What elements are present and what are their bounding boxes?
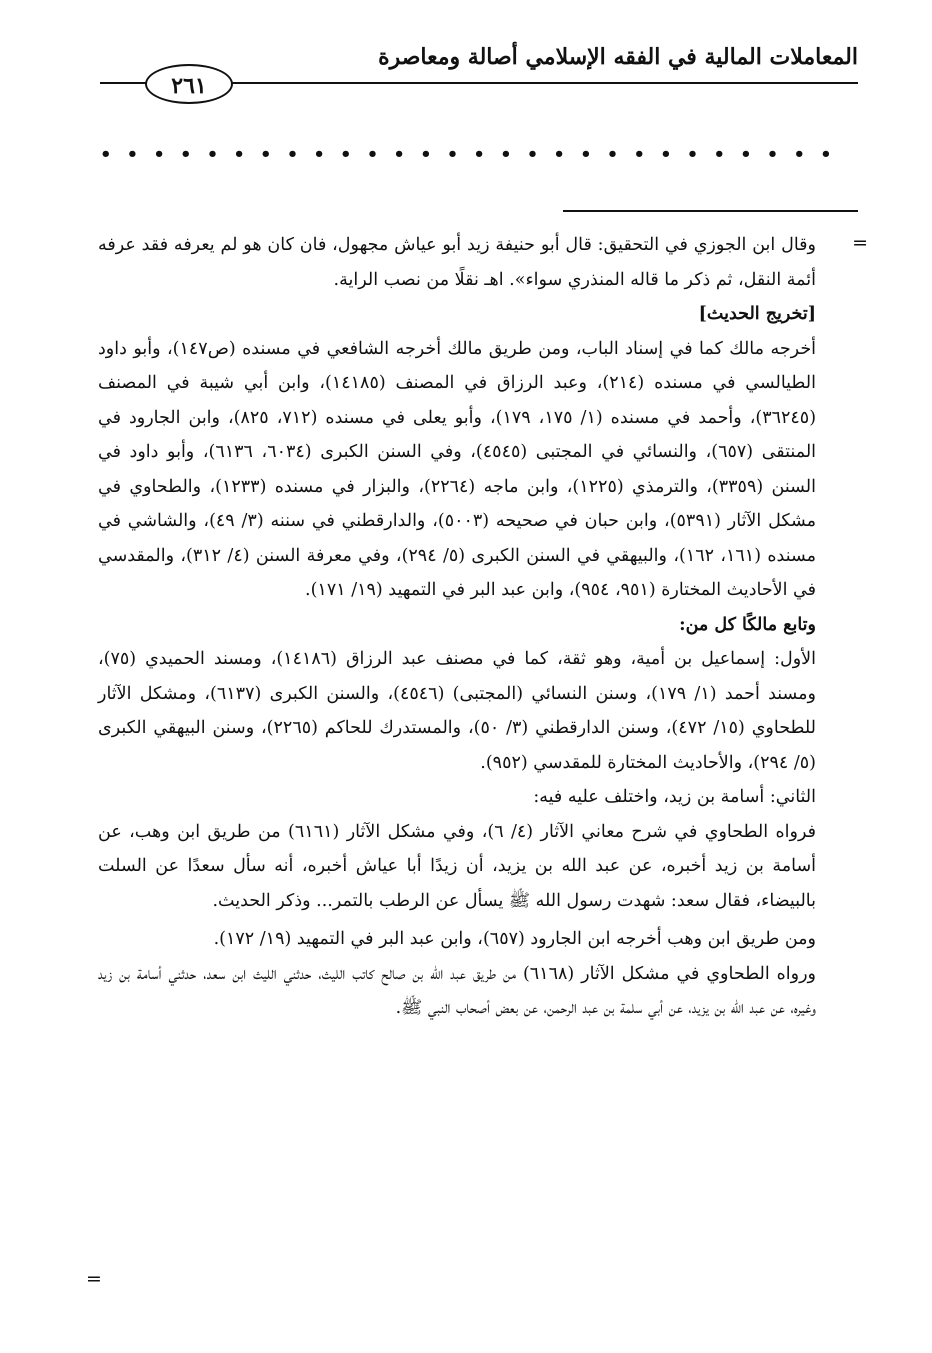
ellipsis-dot: •	[286, 144, 299, 165]
ellipsis-dot: •	[740, 144, 752, 165]
ellipsis-dot: •	[633, 144, 645, 165]
ellipsis-dot: •	[820, 144, 832, 165]
ellipsis-dot: •	[553, 144, 565, 165]
paragraph-mutabaat-heading: وتابع مالكًا كل من:	[679, 614, 816, 635]
paragraph-first-follower: الأول: إسماعيل بن أمية، وهو ثقة، كما في مصنف عبد الرزاق (١٤١٨٦)، ومسند الحميدي (٧٥)، ومسند أحمد (١/ ١٧٩)، وسنن النسائي (المجتبى) (٤٥٤٦)، والسنن الكبرى (٦١٣٧)، ومشكل الآثار للطحاوي (١٥/ ٤٧٢)، وسنن الدارقطني (٣/ ٥٠)، والمستدرك للحاكم (٢٢٦٥)، وسنن البيهقي الكبرى (٥/ ٢٩٤)، والأحاديث المختارة للمقدسي (٩٥٢).	[98, 649, 816, 773]
paragraph-ibn-jawzi: وقال ابن الجوزي في التحقيق: قال أبو حنيفة زيد أبو عياش مجهول، فان كان هو لم يعرفه فقد عرفه أئمة النقل، ثم ذكر ما قاله المنذري سواء». اهـ نقلًا من نصب الراية.	[98, 235, 816, 290]
paragraph-second-follower: الثاني: أسامة بن زيد، واختلف عليه فيه:	[533, 787, 816, 807]
ellipsis-dot: •	[313, 144, 325, 165]
footnote-body	[98, 228, 816, 1026]
footnote-separator-rule	[563, 210, 858, 212]
ellipsis-dot: •	[473, 144, 485, 165]
ellipsis-dot: •	[606, 144, 619, 165]
book-title: المعاملات المالية في الفقه الإسلامي أصالة ومعاصرة	[378, 44, 858, 70]
ellipsis-dot: •	[686, 144, 699, 165]
page-number: ٢٦١	[145, 64, 233, 104]
ellipsis-dot: •	[260, 144, 272, 165]
ellipsis-dot: •	[580, 144, 592, 165]
paragraph-layth-route: ورواه الطحاوي في مشكل الآثار (٦١٦٨) من طريق عبد الله بن صالح كاتب الليث، حدثني الليث ابن سعد، حدثني أسامة بن زيد وغيره، عن عبد الله بن يزيد، عن أبي سلمة بن عبد الرحمن، عن بعض أصحاب النبي ﷺ.	[98, 963, 817, 1018]
ellipsis-dot-row	[100, 144, 832, 165]
ellipsis-dot: •	[713, 144, 725, 165]
ellipsis-dot: •	[100, 144, 112, 165]
paragraph-ibn-wahb-route: ومن طريق ابن وهب أخرجه ابن الجارود (٦٥٧)، وابن عبد البر في التمهيد (١٩/ ١٧٢).	[213, 929, 816, 949]
ellipsis-dot: •	[366, 144, 379, 165]
paragraph-takhrij: أخرجه مالك كما في إسناد الباب، ومن طريق مالك أخرجه الشافعي في مسنده (ص١٤٧)، وأبو داود الطيالسي في مسنده (٢١٤)، وعبد الرزاق في المصنف (١٤١٨٥)، وابن أبي شيبة في المصنف (٣٦٢٤٥)، وأحمد في مسنده (١/ ١٧٥، ١٧٩)، وأبو يعلى في مسنده (٧١٢، ٨٢٥)، وابن الجارود في المنتقى (٦٥٧)، والنسائي في المجتبى (٤٥٤٥)، وفي السنن الكبرى (٦٠٣٤، ٦١٣٦)، وأبو داود في السنن (٣٣٥٩)، والترمذي (١٢٢٥)، وابن ماجه (٢٢٦٤)، والبزار في مسنده (١٢٣٣)، والطحاوي في مشكل الآثار (٥٣٩١)، وابن حبان في صحيحه (٥٠٠٣)، والدارقطني في سننه (٣/ ٤٩)، والشاشي في مسنده (١٦١، ١٦٢)، والبيهقي في السنن الكبرى (٥/ ٢٩٤)، وفي معرفة السنن (٤/ ٣١٢)، والمقدسي في الأحاديث المختارة (٩٥١، ٩٥٤)، وابن عبد البر في التمهيد (١٩/ ١٧١).	[98, 338, 817, 600]
ellipsis-dot: •	[766, 144, 779, 165]
ellipsis-dot: •	[793, 144, 805, 165]
ellipsis-dot: •	[660, 144, 672, 165]
paragraph-tahawi-narration: فرواه الطحاوي في شرح معاني الآثار (٤/ ٦)، وفي مشكل الآثار (٦١٦١) من طريق ابن وهب، عن أسامة بن زيد أخبره، عن عبد الله بن يزيد، أن زيدًا أبا عياش أخبره، أنه سأل سعدًا عن السلت بالبيضاء، فقال سعد: شهدت رسول الله ﷺ يسأل عن الرطب بالتمر... وذكر الحديث.	[98, 821, 816, 911]
ellipsis-dot: •	[126, 144, 139, 165]
continuation-mark-end: =	[86, 1268, 102, 1290]
ellipsis-dot: •	[526, 144, 539, 165]
ellipsis-dot: •	[206, 144, 219, 165]
ellipsis-dot: •	[500, 144, 512, 165]
continuation-mark-start: =	[852, 232, 868, 254]
ellipsis-dot: •	[180, 144, 192, 165]
ellipsis-dot: •	[393, 144, 405, 165]
ellipsis-dot: •	[420, 144, 432, 165]
ellipsis-dot: •	[340, 144, 352, 165]
ellipsis-dot: •	[233, 144, 245, 165]
ellipsis-dot: •	[153, 144, 165, 165]
section-heading-takhrij: [تخريج الحديث]	[698, 304, 816, 324]
ellipsis-dot: •	[446, 144, 459, 165]
